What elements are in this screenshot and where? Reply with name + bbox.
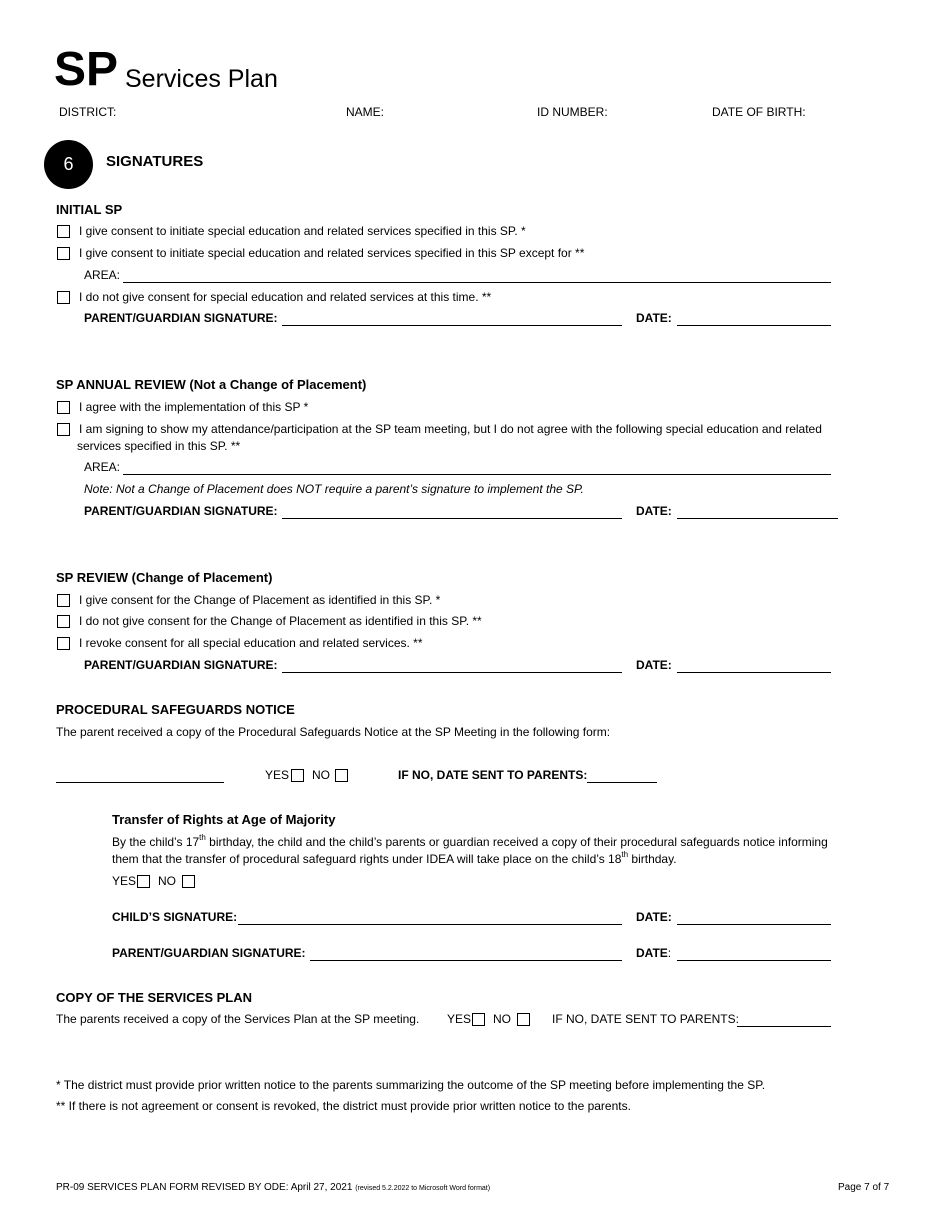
review-revoke-checkbox[interactable] [57, 637, 70, 650]
annual-area-label: AREA: [84, 460, 121, 474]
safeguards-no-label: NO [312, 768, 330, 782]
safeguards-if-no-label: IF NO, DATE SENT TO PARENTS: [398, 768, 588, 782]
transfer-text-1 [112, 835, 828, 849]
annual-signature-field[interactable] [282, 518, 622, 519]
review-no-consent-text: I do not give consent for the Change of Placement as identified in this SP. ** [79, 614, 482, 628]
form-abbr: SP [54, 43, 119, 96]
initial-no-consent-checkbox[interactable] [57, 291, 70, 304]
annual-note: Note: Not a Change of Placement does NOT require a parent’s signature to implement the SP. [84, 482, 584, 496]
transfer-text-2 [112, 852, 677, 866]
annual-date-label: DATE: [636, 504, 672, 518]
section-number: 6 [63, 154, 74, 174]
review-consent-text: I give consent for the Change of Placement as identified in this SP. * [79, 593, 441, 607]
safeguards-form-field[interactable] [56, 782, 224, 783]
review-signature-field[interactable] [282, 672, 622, 673]
copy-yes-checkbox[interactable] [472, 1013, 485, 1026]
transfer-no-checkbox[interactable] [182, 875, 195, 888]
annual-agree-checkbox[interactable] [57, 401, 70, 414]
transfer-parent-signature-field[interactable] [310, 960, 622, 961]
section-title: SIGNATURES [106, 153, 204, 170]
annual-signature-label: PARENT/GUARDIAN SIGNATURE: [84, 504, 278, 518]
initial-date-field[interactable] [677, 325, 831, 326]
page-number: Page 7 of 7 [838, 1182, 890, 1193]
review-date-field[interactable] [677, 672, 831, 673]
initial-consent-text: I give consent to initiate special education and related services specified in this SP. * [79, 224, 526, 238]
dob-label: DATE OF BIRTH: [712, 105, 806, 119]
footer-revised-text: (revised 5.2.2022 to Microsoft Word format) [355, 1185, 491, 1192]
copy-date-sent-field[interactable] [737, 1026, 831, 1027]
initial-signature-field[interactable] [282, 325, 622, 326]
review-consent-checkbox[interactable] [57, 594, 70, 607]
child-date-label: DATE: [636, 910, 672, 924]
review-no-consent-checkbox[interactable] [57, 615, 70, 628]
copy-no-label: NO [493, 1012, 511, 1026]
copy-no-checkbox[interactable] [517, 1013, 530, 1026]
transfer-sup-2: th [621, 850, 629, 859]
initial-area-label: AREA: [84, 268, 121, 282]
footnote-1: * The district must provide prior written notice to the parents summarizing the outcome of the SP meeting before implementing the SP. [56, 1078, 766, 1092]
section-number-badge [44, 140, 93, 189]
transfer-heading: Transfer of Rights at Age of Majority [112, 812, 336, 827]
initial-signature-label: PARENT/GUARDIAN SIGNATURE: [84, 311, 278, 325]
review-date-label: DATE: [636, 658, 672, 672]
initial-no-consent-text: I do not give consent for special education and related services at this time. ** [79, 290, 492, 304]
transfer-yes-label: YES [112, 874, 137, 888]
transfer-no-label: NO [158, 874, 176, 888]
name-label: NAME: [346, 105, 385, 119]
initial-consent-checkbox[interactable] [57, 225, 70, 238]
copy-yes-label: YES [447, 1012, 472, 1026]
safeguards-heading: PROCEDURAL SAFEGUARDS NOTICE [56, 702, 295, 717]
initial-date-label: DATE: [636, 311, 672, 325]
transfer-text-2a: them that the transfer of procedural safeguard rights under IDEA will take place on the child’s 18 [112, 852, 622, 866]
transfer-parent-signature-label: PARENT/GUARDIAN SIGNATURE: [112, 946, 306, 960]
safeguards-date-sent-field[interactable] [587, 782, 657, 783]
transfer-text-1a: By the child’s 17 [112, 835, 200, 849]
annual-attendance-text-1: I am signing to show my attendance/participation at the SP team meeting, but I do not agree with the following special education and related [79, 422, 822, 436]
copy-if-no-label: IF NO, DATE SENT TO PARENTS: [552, 1012, 739, 1026]
child-signature-label: CHILD’S SIGNATURE: [112, 910, 238, 924]
annual-review-heading: SP ANNUAL REVIEW (Not a Change of Placement) [56, 377, 367, 392]
safeguards-text: The parent received a copy of the Procedural Safeguards Notice at the SP Meeting in the following form: [56, 725, 611, 739]
footer-form-text: PR-09 SERVICES PLAN FORM REVISED BY ODE: April 27, 2021 [56, 1182, 353, 1193]
transfer-text-1b: birthday, the child and the child’s parents or guardian received a copy of their procedural safeguards notice informing [205, 835, 828, 849]
child-date-field[interactable] [677, 924, 831, 925]
transfer-sup-1: th [199, 833, 206, 842]
initial-area-field[interactable] [123, 282, 831, 283]
annual-date-field[interactable] [677, 518, 838, 519]
transfer-yes-checkbox[interactable] [137, 875, 150, 888]
transfer-parent-date-label [636, 946, 671, 960]
annual-attendance-text-2: services specified in this SP. ** [77, 439, 241, 453]
transfer-parent-date-word: DATE [636, 946, 668, 960]
footnote-2: ** If there is not agreement or consent is revoked, the district must provide prior written notice to the parents. [56, 1099, 631, 1113]
review-signature-label: PARENT/GUARDIAN SIGNATURE: [84, 658, 278, 672]
footer-form-id [56, 1182, 490, 1193]
transfer-parent-date-colon: : [667, 946, 672, 960]
copy-heading: COPY OF THE SERVICES PLAN [56, 990, 253, 1005]
review-heading: SP REVIEW (Change of Placement) [56, 570, 273, 585]
transfer-text-2b: birthday. [628, 852, 677, 866]
child-signature-field[interactable] [238, 924, 622, 925]
annual-agree-text: I agree with the implementation of this SP * [79, 400, 309, 414]
copy-text: The parents received a copy of the Services Plan at the SP meeting. [56, 1012, 420, 1026]
annual-attendance-checkbox[interactable] [57, 423, 70, 436]
initial-sp-heading: INITIAL SP [56, 202, 123, 217]
id-number-label: ID NUMBER: [537, 105, 608, 119]
transfer-parent-date-field[interactable] [677, 960, 831, 961]
safeguards-yes-label: YES [265, 768, 290, 782]
review-revoke-text: I revoke consent for all special education and related services. ** [79, 636, 423, 650]
form-title: Services Plan [125, 65, 278, 93]
initial-consent-except-text: I give consent to initiate special education and related services specified in this SP except for ** [79, 246, 585, 260]
safeguards-no-checkbox[interactable] [335, 769, 348, 782]
initial-consent-except-checkbox[interactable] [57, 247, 70, 260]
district-label: DISTRICT: [59, 105, 117, 119]
annual-area-field[interactable] [123, 474, 831, 475]
safeguards-yes-checkbox[interactable] [291, 769, 304, 782]
